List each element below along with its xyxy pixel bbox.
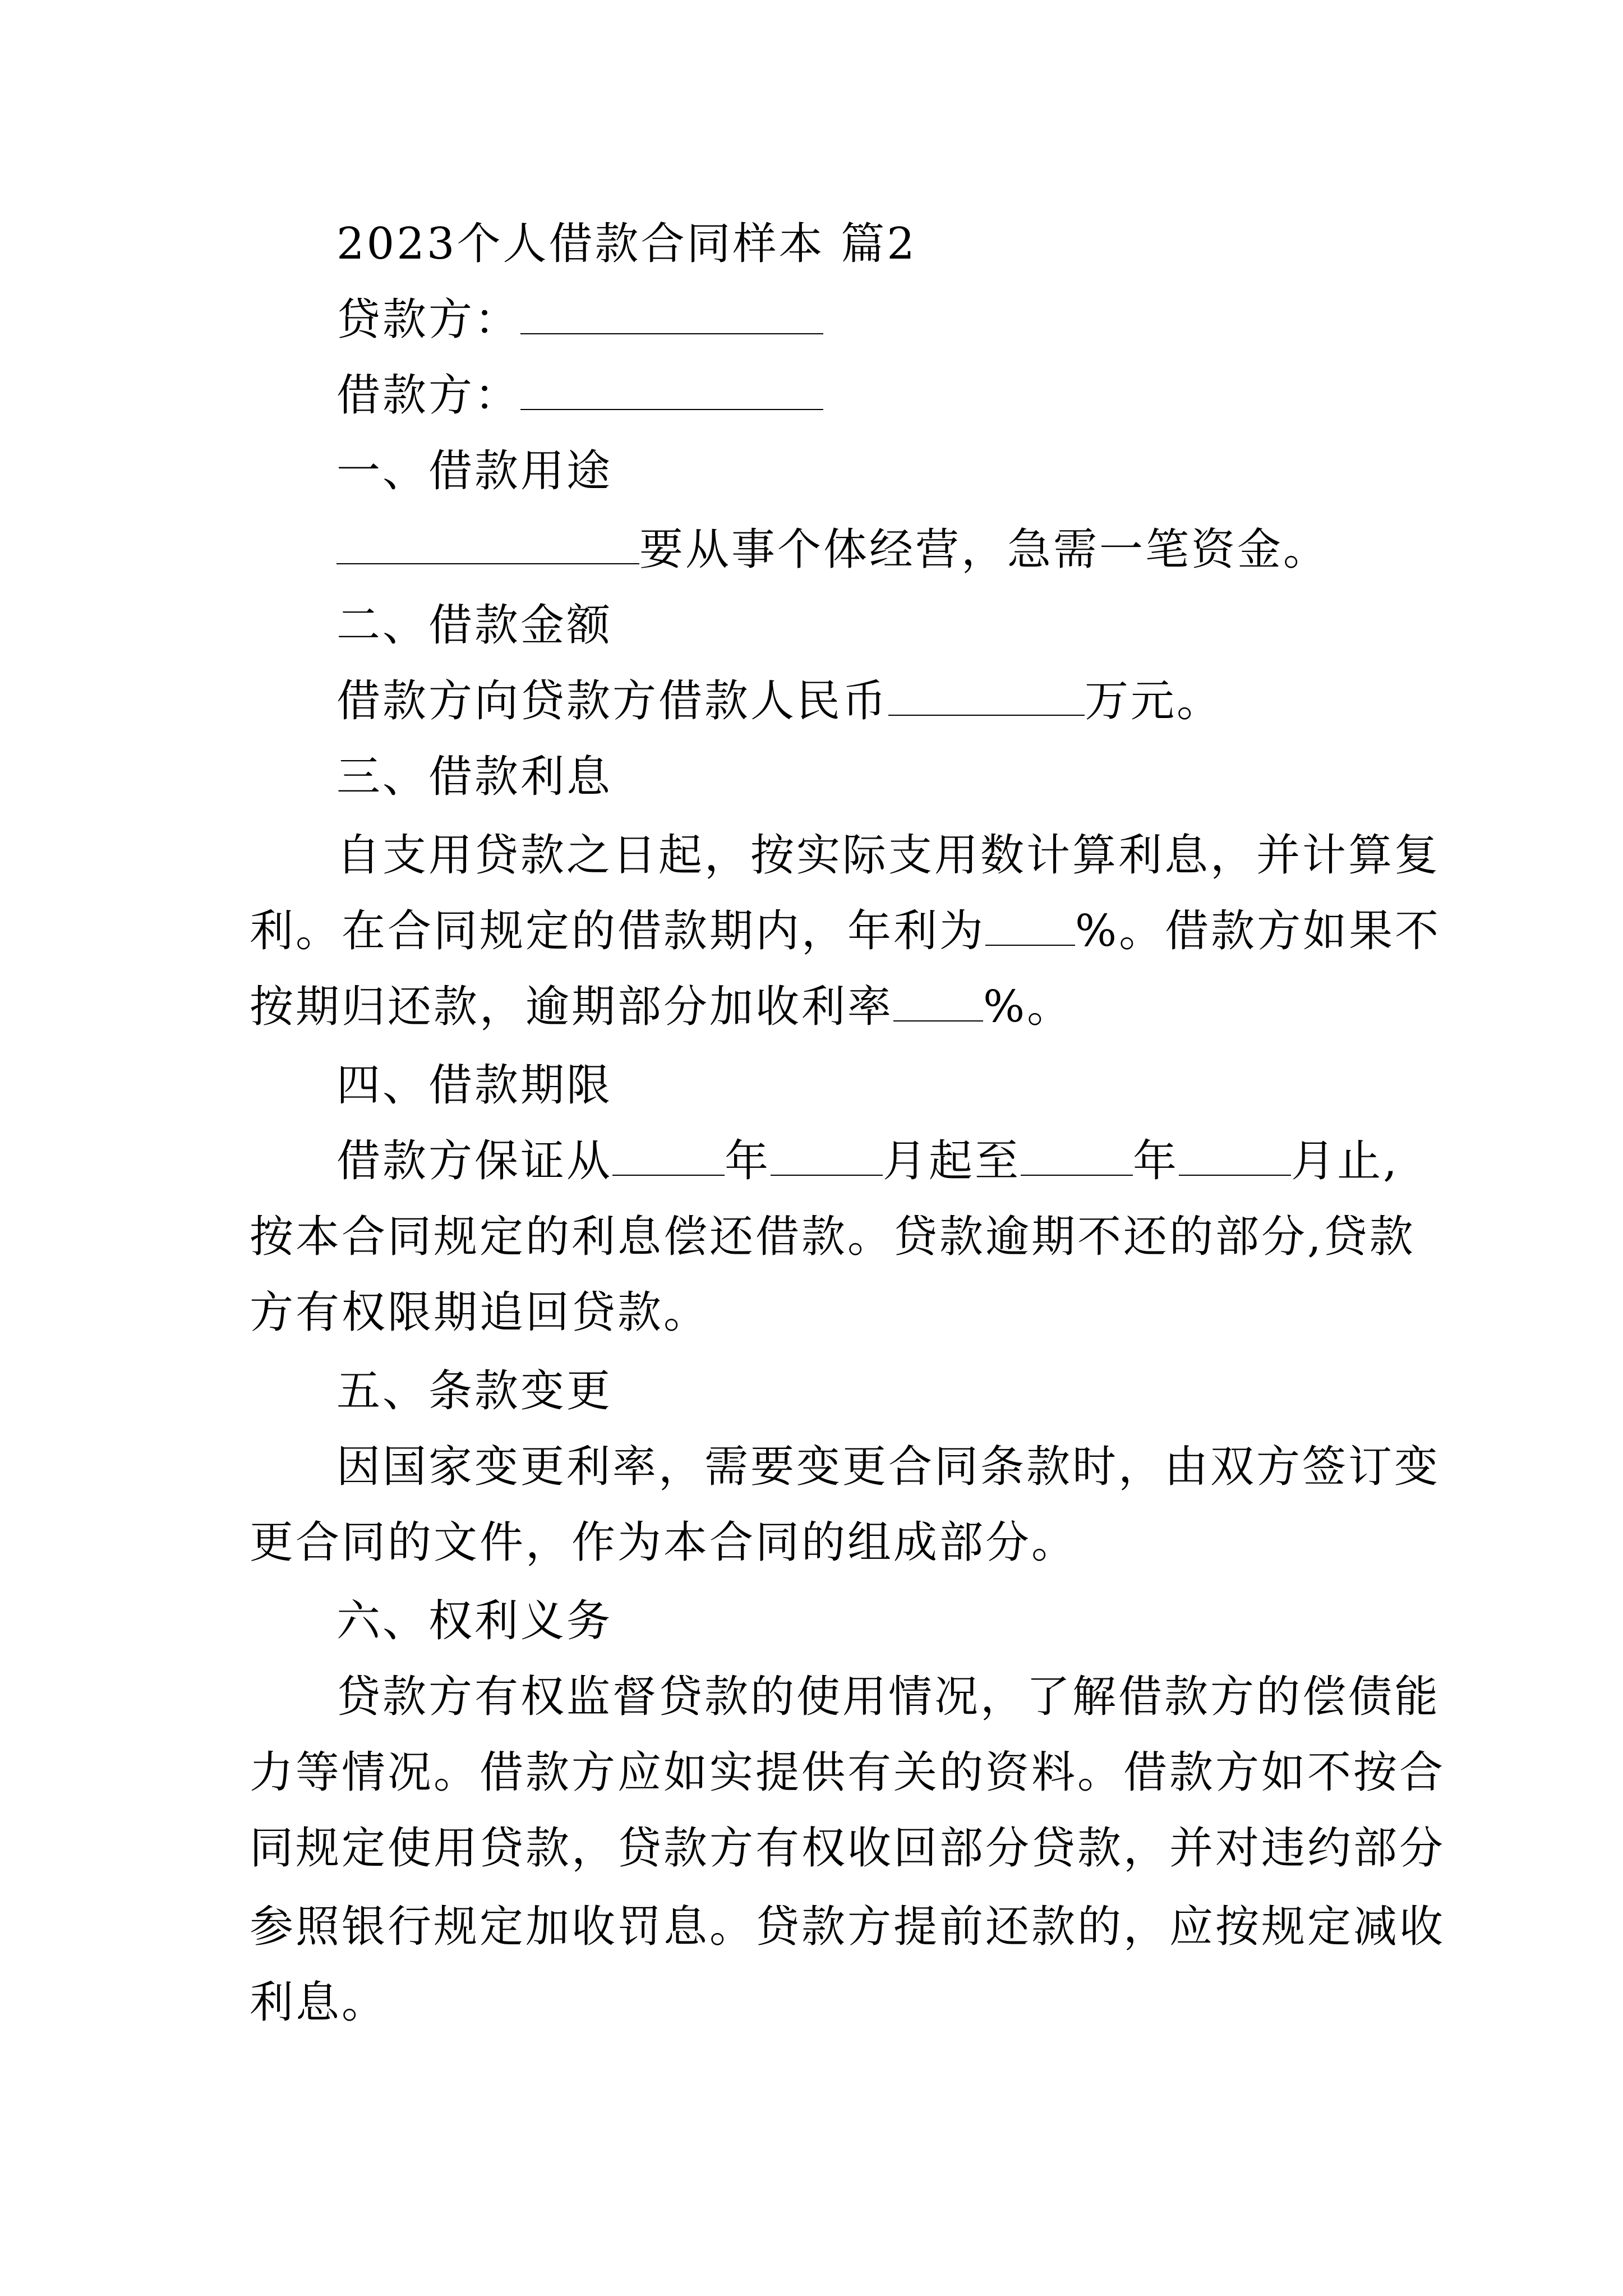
text: 年 bbox=[1133, 1136, 1179, 1186]
purpose-text: 要从事个体经营，急需一笔资金。 bbox=[639, 524, 1330, 575]
text: 力等情况。借款方应如实提供有关的资料。借款方如不按合 bbox=[250, 1747, 1446, 1798]
lender-line bbox=[336, 292, 1388, 353]
section-heading-changes bbox=[336, 1363, 1388, 1425]
text: 月止, bbox=[1291, 1136, 1399, 1186]
text: 参照银行规定加收罚息。贷款方提前还款的，应按规定减收 bbox=[250, 1902, 1446, 1952]
borrower-blank bbox=[520, 373, 823, 410]
text: 更合同的文件，作为本合同的组成部分。 bbox=[250, 1517, 1078, 1568]
purpose-blank bbox=[336, 527, 639, 564]
lender-label: 贷款方： bbox=[336, 295, 521, 345]
text: 同规定使用贷款，贷款方有权收回部分贷款，并对违约部分 bbox=[250, 1823, 1446, 1874]
amount-text-post: 万元。 bbox=[1085, 676, 1223, 726]
text: 贷款方有权监督贷款的使用情况，了解借款方的偿债能 bbox=[336, 1672, 1441, 1722]
paragraph-rights-line-3 bbox=[250, 1820, 1446, 1882]
paragraph-amount bbox=[336, 673, 1388, 735]
text: %。 bbox=[983, 982, 1073, 1032]
text: %。借款方如果不 bbox=[1075, 906, 1441, 956]
document-title bbox=[336, 216, 1388, 278]
heading-text: 三、借款利息 bbox=[336, 752, 613, 802]
heading-text: 二、借款金额 bbox=[336, 600, 613, 651]
paragraph-interest-line-2 bbox=[250, 903, 1441, 965]
end-month-blank bbox=[1179, 1139, 1291, 1176]
text: 因国家变更利率，需要变更合同条款时，由双方签订变 bbox=[336, 1442, 1441, 1492]
paragraph-changes-line-1 bbox=[336, 1439, 1441, 1501]
text: 年 bbox=[725, 1136, 771, 1186]
section-heading-amount bbox=[336, 597, 1388, 659]
text: 自支用贷款之日起，按实际支用数计算利息，并计算复 bbox=[336, 830, 1441, 881]
heading-text: 一、借款用途 bbox=[336, 446, 613, 496]
overdue-rate-blank bbox=[893, 984, 983, 1022]
paragraph-purpose bbox=[336, 522, 1388, 583]
paragraph-rights-line-5 bbox=[250, 1975, 1388, 2036]
paragraph-rights-line-2 bbox=[250, 1745, 1446, 1806]
paragraph-term-line-3 bbox=[250, 1285, 1388, 1346]
text: 方有权限期追回贷款。 bbox=[250, 1287, 710, 1338]
start-month-blank bbox=[771, 1139, 883, 1176]
section-heading-term bbox=[336, 1057, 1388, 1119]
annual-rate-blank bbox=[985, 909, 1075, 946]
section-heading-rights bbox=[336, 1593, 1388, 1655]
amount-blank bbox=[888, 679, 1085, 716]
paragraph-interest-line-3 bbox=[250, 979, 1388, 1041]
paragraph-rights-line-4 bbox=[250, 1899, 1446, 1961]
borrower-line bbox=[336, 367, 1388, 429]
borrower-label: 借款方： bbox=[336, 370, 521, 421]
start-year-blank bbox=[612, 1139, 725, 1176]
text: 月起至 bbox=[883, 1136, 1021, 1186]
lender-blank bbox=[520, 297, 823, 334]
section-heading-purpose bbox=[336, 443, 1388, 505]
text: 按期归还款，逾期部分加收利率 bbox=[250, 982, 894, 1032]
title-text: 2023个人借款合同样本 篇2 bbox=[336, 219, 917, 269]
paragraph-interest-line-1 bbox=[336, 827, 1441, 889]
section-heading-interest bbox=[336, 749, 1388, 811]
paragraph-term-line-2 bbox=[250, 1209, 1415, 1271]
text: 利息。 bbox=[250, 1977, 388, 2028]
heading-text: 六、权利义务 bbox=[336, 1596, 613, 1646]
heading-text: 五、条款变更 bbox=[336, 1366, 613, 1416]
paragraph-term-line-1 bbox=[336, 1133, 1399, 1195]
paragraph-rights-line-1 bbox=[336, 1669, 1441, 1731]
heading-text: 四、借款期限 bbox=[336, 1060, 613, 1111]
text: 借款方保证从 bbox=[336, 1136, 613, 1186]
text: 按本合同规定的利息偿还借款。贷款逾期不还的部分,贷款 bbox=[250, 1212, 1415, 1262]
end-year-blank bbox=[1021, 1139, 1133, 1176]
text: 利。在合同规定的借款期内，年利为 bbox=[250, 906, 986, 956]
paragraph-changes-line-2 bbox=[250, 1515, 1388, 1576]
amount-text-pre: 借款方向贷款方借款人民币 bbox=[336, 676, 889, 726]
